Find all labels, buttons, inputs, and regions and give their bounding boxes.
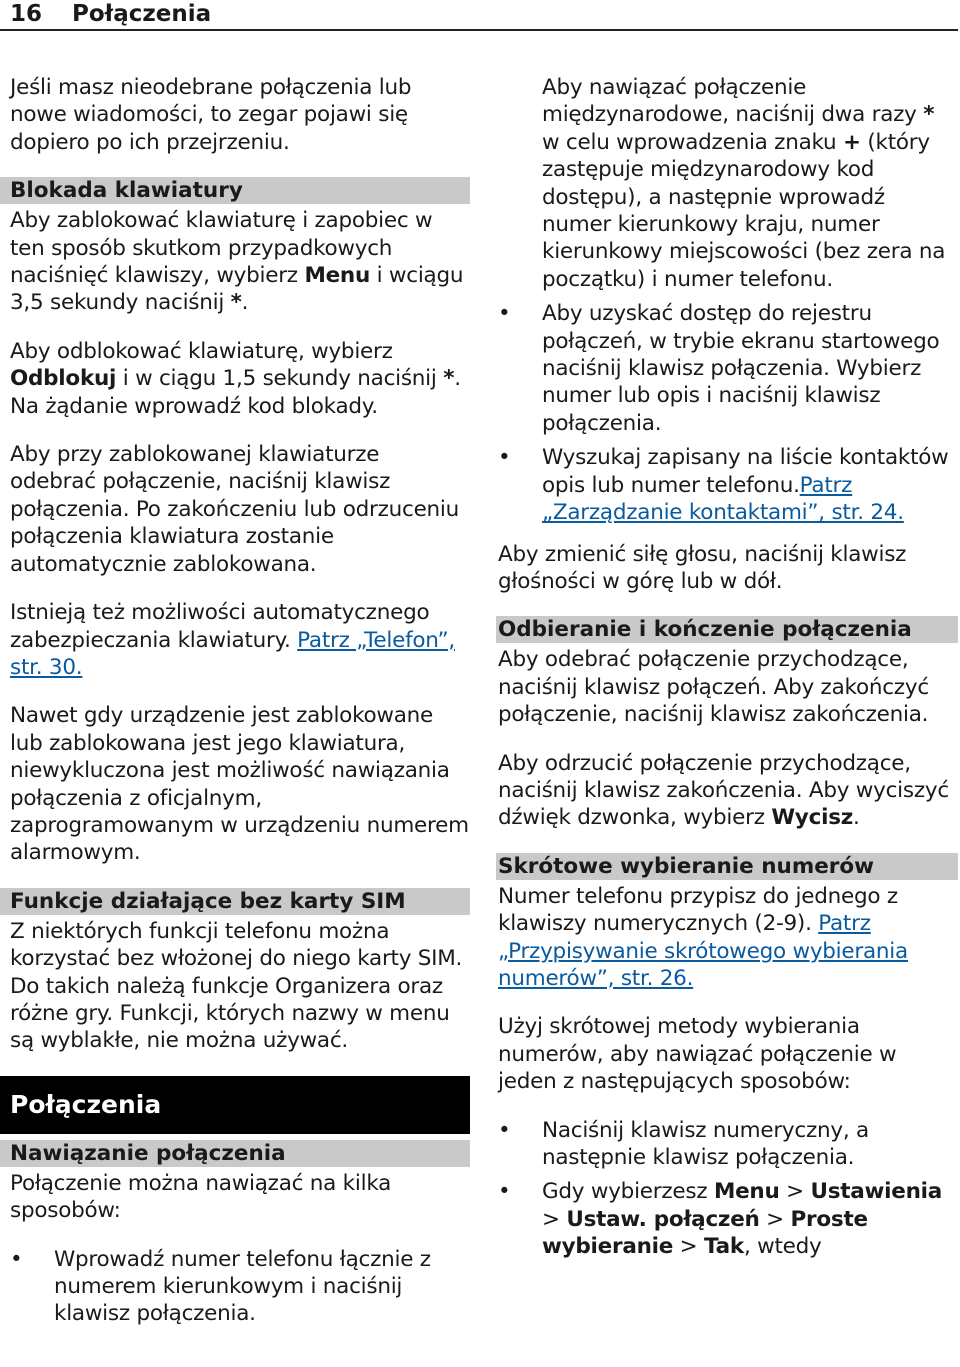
answer-paragraph-1: Aby odebrać połączenie przychodzące, naciśnij klawisz połączeń. Aby zakończyć połączenie, naciśnij klawisz zakończenia. <box>498 647 929 728</box>
right-column <box>498 74 958 1268</box>
intro-paragraph: Jeśli masz nieodebrane połączenia lub nowe wiadomości, to zegar pojawi się dopiero po ich przejrzeniu. <box>10 75 412 155</box>
no-sim-paragraph: Z niektórych funkcji telefonu można korzystać bez włożonej do niego karty SIM. Do takich należą funkcje Organizera oraz różne gry. Funkcji, których nazwy w menu są wyblakłe, nie można używać. <box>10 918 463 1054</box>
list-item: • Aby uzyskać dostęp do rejestru połączeń, w trybie ekranu startowego naciśnij klawisz połączenia. Wybierz numer lub opis i naciśnij klawisz połączenia. <box>498 301 940 436</box>
make-call-list <box>10 1246 470 1328</box>
keylock-paragraph-1: Aby zablokować klawiaturę i zapobiec w ten sposób skutkom przypadkowych naciśnięć klawiszy, wybierz Menu i wciągu 3,5 sekundy naciśnij *. <box>10 208 464 316</box>
page-header <box>0 0 958 31</box>
volume-paragraph: Aby zmienić siłę głosu, naciśnij klawisz głośności w górę lub w dół. <box>498 541 907 594</box>
phone-settings-link[interactable]: Patrz „Telefon”, str. 30. <box>10 627 455 680</box>
list-item: • Wprowadź numer telefonu łącznie z numerem kierunkowym i naciśnij klawisz połączenia. <box>10 1246 431 1327</box>
list-item: • Naciśnij klawisz numeryczny, a następnie klawisz połączenia. <box>498 1117 869 1170</box>
answer-heading: Odbieranie i kończenie połączenia <box>496 616 958 643</box>
left-column <box>10 74 470 1335</box>
speed-dial-paragraph-1: Numer telefonu przypisz do jednego z klawiszy numerycznych (2-9). Patrz „Przypisywanie skrótowego wybierania numerów”, str. 26. <box>498 883 908 991</box>
contacts-link[interactable]: Patrz „Zarządzanie kontaktami”, str. 24. <box>542 472 904 526</box>
speed-dial-paragraph-2: Użyj skrótowej metody wybierania numerów, aby nawiązać połączenie w jeden z następujących sposobów: <box>498 1014 897 1095</box>
make-call-heading: Nawiązanie połączenia <box>0 1140 470 1167</box>
unlock-keyword: Odblokuj <box>10 366 117 392</box>
keylock-heading: Blokada klawiatury <box>0 177 470 204</box>
calls-section-heading: Połączenia <box>0 1076 470 1134</box>
make-call-paragraph: Połączenie można nawiązać na kilka sposobów: <box>10 1170 392 1224</box>
speed-dial-heading: Skrótowe wybieranie numerów <box>496 853 958 880</box>
list-item: • Gdy wybierzesz Menu > Ustawienia > Ustaw. połączeń > Proste wybieranie > Tak, wtedy <box>498 1179 943 1260</box>
speed-dial-list <box>498 1117 958 1261</box>
keylock-paragraph-2: Aby odblokować klawiaturę, wybierz Odblokuj i w ciągu 1,5 sekundy naciśnij *. Na żądanie wprowadź kod blokady. <box>10 338 461 419</box>
list-item: Aby nawiązać połączenie międzynarodowe, naciśnij dwa razy * w celu wprowadzenia znaku + (który zastępuje międzynarodowy kod dostępu), a następnie wprowadź numer kierunkowy kraju, numer kierunkowy miejscowości (bez zera na początku) i numer telefonu. <box>542 75 946 292</box>
speed-dial-link[interactable]: Patrz „Przypisywanie skrótowego wybierania numerów”, str. 26. <box>498 911 908 991</box>
keylock-paragraph-3: Aby przy zablokowanej klawiaturze odebrać połączenie, naciśnij klawisz połączenia. Po zakończeniu lub odrzuceniu połączenia klawiatura zostanie automatycznie zablokowana. <box>10 442 460 577</box>
list-item: • Wyszukaj zapisany na liście kontaktów opis lub numer telefonu.Patrz „Zarządzanie kontaktami”, str. 24. <box>498 445 949 526</box>
mute-keyword: Wycisz <box>771 805 853 831</box>
menu-keyword: Menu <box>304 263 371 289</box>
no-sim-heading: Funkcje działające bez karty SIM <box>0 888 470 915</box>
answer-paragraph-2: Aby odrzucić połączenie przychodzące, naciśnij klawisz zakończenia. Aby wyciszyć dźwięk dzwonka, wybierz Wycisz. <box>498 750 949 831</box>
keylock-paragraph-4: Istnieją też możliwości automatycznego zabezpieczania klawiatury. Patrz „Telefon”, str. 30. <box>10 600 455 680</box>
make-call-list-continued <box>498 74 958 527</box>
page-number: 16 <box>10 1 43 27</box>
keylock-paragraph-5: Nawet gdy urządzenie jest zablokowane lub zablokowana jest jego klawiatura, niewykluczona jest możliwość nawiązania połączenia z oficjalnym, zaprogramowanym w urządzeniu numerem alarmowym. <box>10 703 469 866</box>
running-title: Połączenia <box>72 1 212 27</box>
